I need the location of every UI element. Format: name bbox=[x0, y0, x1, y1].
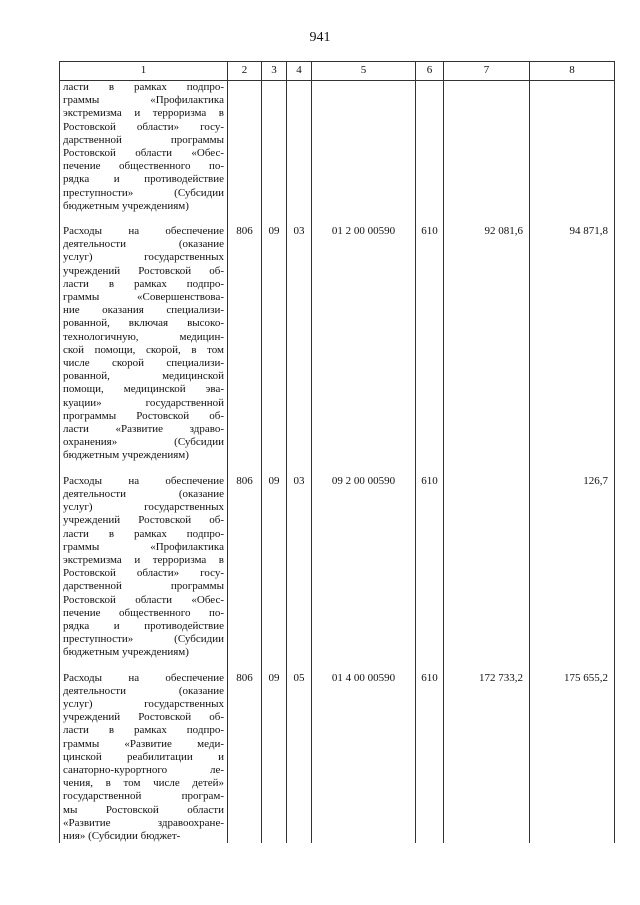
description-line: преступности» (Субсидии bbox=[63, 633, 224, 646]
description-line: охранения» (Субсидии bbox=[63, 436, 224, 449]
amount-year-2: 175 655,2 bbox=[530, 660, 615, 844]
description-line: Ростовской области» госу- bbox=[63, 567, 224, 580]
description-line: экстремизма и терроризма в bbox=[63, 107, 224, 120]
description-line: Ростовской области «Обес- bbox=[63, 593, 224, 606]
description-line: Ростовской области «Обес- bbox=[63, 147, 224, 160]
header-col-7: 7 bbox=[444, 62, 530, 81]
description-line: ской помощи, скорой, в том bbox=[63, 343, 224, 356]
subsection-code bbox=[287, 81, 312, 214]
ministry-code bbox=[228, 81, 262, 214]
description-line: куации» государственной bbox=[63, 396, 224, 409]
description-line: числе скорой специализи- bbox=[63, 357, 224, 370]
description-line: печение общественного по- bbox=[63, 606, 224, 619]
expense-type-code bbox=[416, 81, 444, 214]
description-line: услуг) государственных bbox=[63, 697, 224, 710]
header-col-5: 5 bbox=[312, 62, 416, 81]
amount-year-2: 126,7 bbox=[530, 463, 615, 660]
description-line: мы Ростовской области bbox=[63, 803, 224, 816]
description-line: рядка и противодействие bbox=[63, 619, 224, 632]
description-line: бюджетным учреждениям) bbox=[63, 199, 189, 212]
page-number: 941 bbox=[309, 30, 331, 45]
amount-year-1 bbox=[444, 81, 530, 214]
description-line: деятельности (оказание bbox=[63, 684, 224, 697]
ministry-code: 806 bbox=[228, 660, 262, 844]
amount-year-2 bbox=[530, 81, 615, 214]
ministry-code: 806 bbox=[228, 213, 262, 463]
table-body bbox=[60, 81, 615, 844]
ministry-code: 806 bbox=[228, 463, 262, 660]
description-line: преступности» (Субсидии bbox=[63, 186, 224, 199]
description-line: ласти «Развитие здраво- bbox=[63, 423, 224, 436]
description-line: «Развитие здравоохране- bbox=[63, 816, 224, 829]
description-line: услуг) государственных bbox=[63, 501, 224, 514]
subsection-code: 03 bbox=[287, 213, 312, 463]
description-line: услуг) государственных bbox=[63, 251, 224, 264]
expense-type-code: 610 bbox=[416, 660, 444, 844]
description-line: Расходы на обеспечение bbox=[63, 474, 224, 487]
header-col-3: 3 bbox=[262, 62, 287, 81]
expense-type-code: 610 bbox=[416, 213, 444, 463]
description-line: ласти в рамках подпро- bbox=[63, 277, 224, 290]
description-line: ласти в рамках подпро- bbox=[63, 527, 224, 540]
description-line: деятельности (оказание bbox=[63, 238, 224, 251]
description-line: Ростовской области» госу- bbox=[63, 120, 224, 133]
amount-year-2: 94 871,8 bbox=[530, 213, 615, 463]
row-description bbox=[60, 463, 228, 660]
table-row bbox=[60, 463, 615, 660]
description-line: рядка и противодействие bbox=[63, 173, 224, 186]
amount-year-1: 172 733,2 bbox=[444, 660, 530, 844]
target-article-code: 01 2 00 00590 bbox=[312, 213, 416, 463]
description-line: ние оказания специализи- bbox=[63, 304, 224, 317]
description-line: рованной, медицинской bbox=[63, 370, 224, 383]
subsection-code: 03 bbox=[287, 463, 312, 660]
description-line: бюджетным учреждениям) bbox=[63, 449, 189, 462]
description-line: бюджетным учреждениям) bbox=[63, 646, 189, 659]
description-line: граммы «Профилактика bbox=[63, 94, 224, 107]
description-line: помощи, медицинской эва- bbox=[63, 383, 224, 396]
description-line: деятельности (оказание bbox=[63, 487, 224, 500]
section-code: 09 bbox=[262, 463, 287, 660]
section-code: 09 bbox=[262, 213, 287, 463]
description-line: учреждений Ростовской об- bbox=[63, 711, 224, 724]
table-row bbox=[60, 81, 615, 214]
description-line: Расходы на обеспечение bbox=[63, 225, 224, 238]
section-code: 09 bbox=[262, 660, 287, 844]
budget-table bbox=[59, 61, 615, 843]
row-description bbox=[60, 213, 228, 463]
section-code bbox=[262, 81, 287, 214]
amount-year-1 bbox=[444, 463, 530, 660]
subsection-code: 05 bbox=[287, 660, 312, 844]
target-article-code bbox=[312, 81, 416, 214]
row-description bbox=[60, 81, 228, 214]
table-header-row bbox=[60, 62, 615, 81]
description-line: Расходы на обеспечение bbox=[63, 671, 224, 684]
table-row bbox=[60, 660, 615, 844]
header-col-1: 1 bbox=[60, 62, 228, 81]
description-line: граммы «Профилактика bbox=[63, 540, 224, 553]
amount-year-1: 92 081,6 bbox=[444, 213, 530, 463]
description-line: чения, в том числе детей» bbox=[63, 777, 224, 790]
header-col-6: 6 bbox=[416, 62, 444, 81]
header-col-4: 4 bbox=[287, 62, 312, 81]
description-line: санаторно-курортного ле- bbox=[63, 763, 224, 776]
description-line: государственной програм- bbox=[63, 790, 224, 803]
description-line: дарственной программы bbox=[63, 580, 224, 593]
row-description bbox=[60, 660, 228, 844]
description-line: дарственной программы bbox=[63, 133, 224, 146]
description-line: программы Ростовской об- bbox=[63, 409, 224, 422]
description-line: ласти в рамках подпро- bbox=[63, 724, 224, 737]
table-row bbox=[60, 213, 615, 463]
expense-type-code: 610 bbox=[416, 463, 444, 660]
description-line: рованной, включая высоко- bbox=[63, 317, 224, 330]
description-line: граммы «Развитие меди- bbox=[63, 737, 224, 750]
header-col-8: 8 bbox=[530, 62, 615, 81]
description-line: ласти в рамках подпро- bbox=[63, 81, 224, 93]
description-line: технологичную, медицин- bbox=[63, 330, 224, 343]
description-line: цинской реабилитации и bbox=[63, 750, 224, 763]
description-line: учреждений Ростовской об- bbox=[63, 264, 224, 277]
description-line: граммы «Совершенствова- bbox=[63, 291, 224, 304]
description-line: печение общественного по- bbox=[63, 160, 224, 173]
description-line: учреждений Ростовской об- bbox=[63, 514, 224, 527]
target-article-code: 09 2 00 00590 bbox=[312, 463, 416, 660]
target-article-code: 01 4 00 00590 bbox=[312, 660, 416, 844]
description-line: ния» (Субсидии бюджет- bbox=[63, 829, 181, 842]
description-line: экстремизма и терроризма в bbox=[63, 553, 224, 566]
header-col-2: 2 bbox=[228, 62, 262, 81]
